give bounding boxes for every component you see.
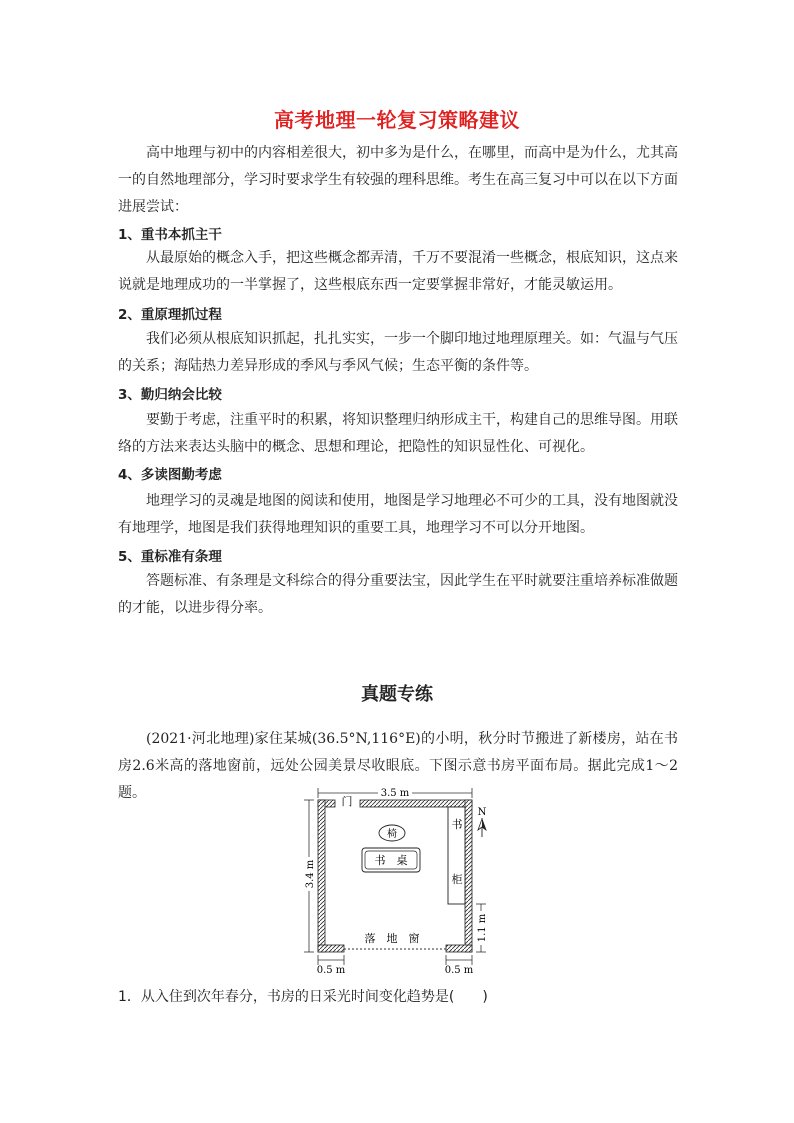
section-1-heading: 1、重书本抓主干 xyxy=(118,227,222,243)
section-4-body: 地理学习的灵魂是地图的阅读和使用，地图是学习地理必不可少的工具，没有地图就没有地理学，地图是我们获得地理知识的重要工具，地理学习不可以分开地图。 xyxy=(118,493,678,536)
question-1: 1．从入住到次年春分，书房的日采光时间变化趋势是( ) xyxy=(118,989,488,1005)
section-3-heading: 3、勤归纳会比较 xyxy=(118,387,222,403)
practice-passage: (2021·河北地理)家住某城(36.5°N,116°E)的小明，秋分时节搬进了新楼房，站在书房2.6米高的落地窗前，远处公园美景尽收眼底。下图示意书房平面布局。据此完成1～2题。 xyxy=(118,731,678,801)
window-label: 落 地 窗 xyxy=(364,932,420,945)
chair-label: 椅 xyxy=(387,829,397,840)
study-floor-plan xyxy=(0,785,794,985)
section-1-body: 从最原始的概念入手，把这些概念都弄清，千万不要混淆一些概念，根底知识，这点来说就是地理成功的一半掌握了，这些根底东西一定要掌握非常好，才能灵敏运用。 xyxy=(118,250,678,293)
page-title: 高考地理一轮复习策略建议 xyxy=(274,108,520,132)
bookshelf-label-top: 书 xyxy=(451,818,463,831)
section-3-body: 要勤于考虑，注重平时的积累，将知识整理归纳形成主干，构建自己的思维导图。用联络的方法来表达头脑中的概念、思想和理论，把隐性的知识显性化、可视化。 xyxy=(118,412,678,455)
right-wall xyxy=(465,800,472,952)
left-wall xyxy=(318,800,325,952)
bottom-right-label: 0.5 m xyxy=(444,965,474,976)
section-2-body: 我们必须从根底知识抓起，扎扎实实，一步一个脚印地过地理原理关。如：气温与气压的关系；海陆热力差异形成的季风与季风气候；生态平衡的条件等。 xyxy=(118,331,678,374)
bottom-wall-left xyxy=(318,945,344,952)
bottom-left-label: 0.5 m xyxy=(316,965,346,976)
section-2-heading: 2、重原理抓过程 xyxy=(118,307,222,323)
bookshelf-label-bottom: 柜 xyxy=(451,873,463,886)
left-height-label: 3.4 m xyxy=(305,859,316,889)
intro-paragraph: 高中地理与初中的内容相差很大，初中多为是什么，在哪里，而高中是为什么，尤其高一的自然地理部分，学习时要求学生有较强的理科思维。考生在高三复习中可以在以下方面进展尝试： xyxy=(118,145,678,215)
north-arrow-icon xyxy=(478,818,486,837)
top-width-label: 3.5 m xyxy=(380,788,410,799)
section-5-body: 答题标准、有条理是文科综合的得分重要法宝，因此学生在平时就要注重培养标准做题的才能，以进步得分率。 xyxy=(118,573,678,616)
desk-label: 书 桌 xyxy=(374,854,408,867)
top-wall-right xyxy=(360,800,472,807)
door-label: 门 xyxy=(341,795,353,808)
right-height-label: 1.1 m xyxy=(477,913,488,943)
practice-title: 真题专练 xyxy=(361,684,433,705)
section-5-heading: 5、重标准有条理 xyxy=(118,549,222,565)
bottom-wall-right xyxy=(446,945,472,952)
section-4-heading: 4、多读图勤考虑 xyxy=(118,467,222,483)
north-label: N xyxy=(477,807,487,818)
